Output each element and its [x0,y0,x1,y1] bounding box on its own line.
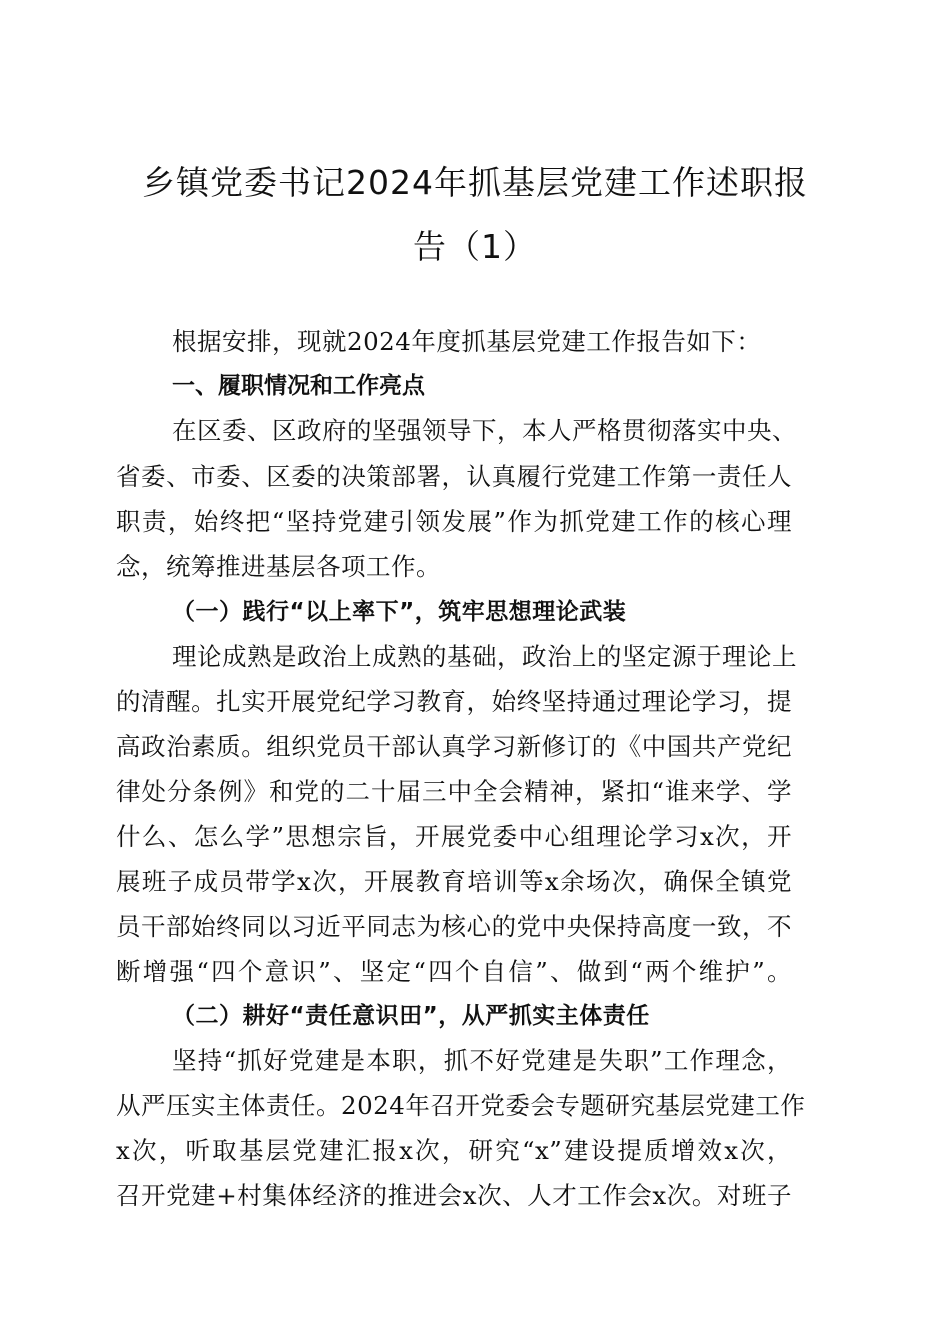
subsection-1-paragraph-line: 员干部始终同以习近平同志为核心的党中央保持高度一致，不 [116,912,792,941]
section-1-paragraph-line: 在区委、区政府的坚强领导下，本人严格贯彻落实中央、 [172,416,797,445]
subsection-1-paragraph-line: 什么、怎么学”思想宗旨，开展党委中心组理论学习x次，开 [116,822,792,851]
subsection-2-heading: （二）耕好“责任意识田”，从严抓实主体责任 [172,1003,650,1029]
subsection-1-paragraph-line: 的清醒。扎实开展党纪学习教育，始终坚持通过理论学习，提 [116,687,792,716]
section-1-paragraph-line: 职责，始终把“坚持党建引领发展”作为抓党建工作的核心理 [116,507,792,536]
subsection-1-paragraph-line: 展班子成员带学x次，开展教育培训等x余场次，确保全镇党 [116,867,792,896]
document-title-line-1: 乡镇党委书记2024年抓基层党建工作述职报 [142,163,808,202]
document-title-line-2: 告（1） [413,227,537,266]
section-1-paragraph-line: 省委、市委、区委的决策部署，认真履行党建工作第一责任人 [116,462,792,491]
subsection-2-paragraph-line: 召开党建+村集体经济的推进会x次、人才工作会x次。对班子 [116,1181,792,1210]
subsection-1-heading: （一）践行“以上率下”，筑牢思想理论武装 [172,599,627,625]
intro-paragraph: 根据安排，现就2024年度抓基层党建工作报告如下： [172,327,762,356]
subsection-1-paragraph-line: 断增强“四个意识”、坚定“四个自信”、做到“两个维护”。 [116,957,792,986]
subsection-1-paragraph-line: 高政治素质。组织党员干部认真学习新修订的《中国共产党纪 [116,732,792,761]
subsection-2-paragraph-line: 从严压实主体责任。2024年召开党委会专题研究基层党建工作 [116,1091,806,1120]
subsection-2-paragraph-line: 坚持“抓好党建是本职，抓不好党建是失职”工作理念， [172,1046,792,1075]
subsection-1-paragraph-line: 律处分条例》和党的二十届三中全会精神，紧扣“谁来学、学 [116,777,792,806]
subsection-2-paragraph-line: x次，听取基层党建汇报x次，研究“x”建设提质增效x次， [116,1136,792,1165]
subsection-1-paragraph-line: 理论成熟是政治上成熟的基础，政治上的坚定源于理论上 [172,642,797,671]
section-1-paragraph-line: 念，统筹推进基层各项工作。 [116,552,441,581]
section-1-heading: 一、履职情况和工作亮点 [172,373,425,399]
